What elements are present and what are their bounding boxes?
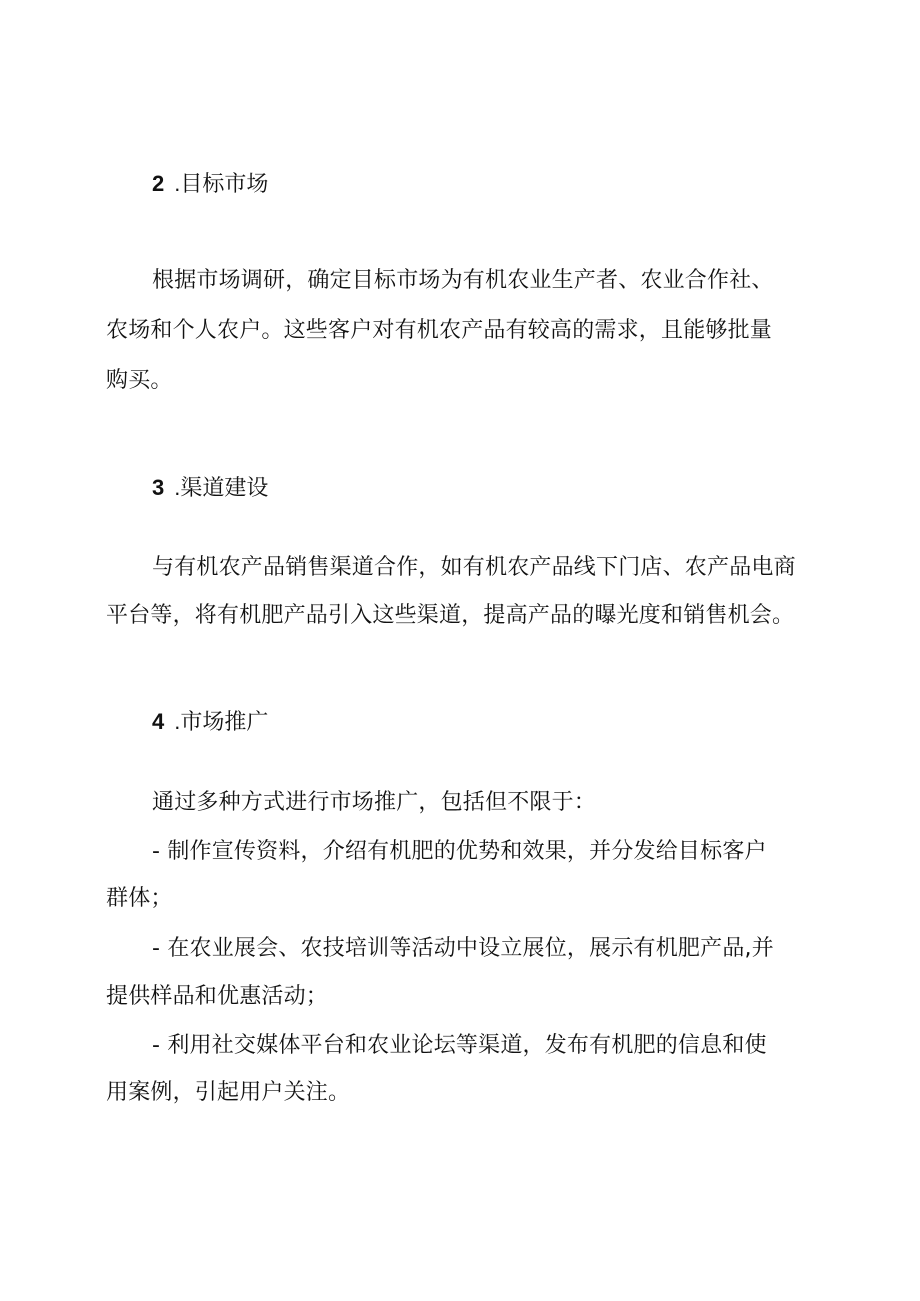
list-item-line: - 在农业展会、农技培训等活动中设立展位，展示有机肥产品,并 [152,936,774,961]
list-item-line: 提供样品和优惠活动； [106,984,329,1009]
section-dot: . [174,171,181,196]
list-item-line: 用案例，引起用户关注。 [106,1080,351,1105]
section-dot: . [174,709,181,734]
section-heading-4 [152,708,268,737]
paragraph-line: 农场和个人农户。这些客户对有机农产品有较高的需求，且能够批量 [106,318,773,343]
section-number: 3 [152,475,165,500]
paragraph-line: 通过多种方式进行市场推广，包括但不限于： [152,790,597,815]
list-item-line: - 制作宣传资料，介绍有机肥的优势和效果，并分发给目标客户 [152,839,767,864]
section-number: 4 [152,709,165,734]
paragraph-line: 根据市场调研，确定目标市场为有机农业生产者、农业合作社、 [152,268,774,293]
paragraph-line: 与有机农产品销售渠道合作，如有机农产品线下门店、农产品电商 [152,555,796,580]
section-heading-3 [152,474,268,503]
list-item-line: - 利用社交媒体平台和农业论坛等渠道，发布有机肥的信息和使 [152,1033,767,1058]
section-title: 渠道建设 [180,476,269,501]
paragraph-line: 平台等，将有机肥产品引入这些渠道，提高产品的曝光度和销售机会。 [106,603,795,628]
section-number: 2 [152,171,165,196]
section-heading-2 [152,170,268,199]
section-title: 目标市场 [180,172,269,197]
list-item-line: 群体； [106,886,173,911]
section-dot: . [174,475,181,500]
section-title: 市场推广 [180,710,269,735]
paragraph-line: 购买。 [106,368,173,393]
